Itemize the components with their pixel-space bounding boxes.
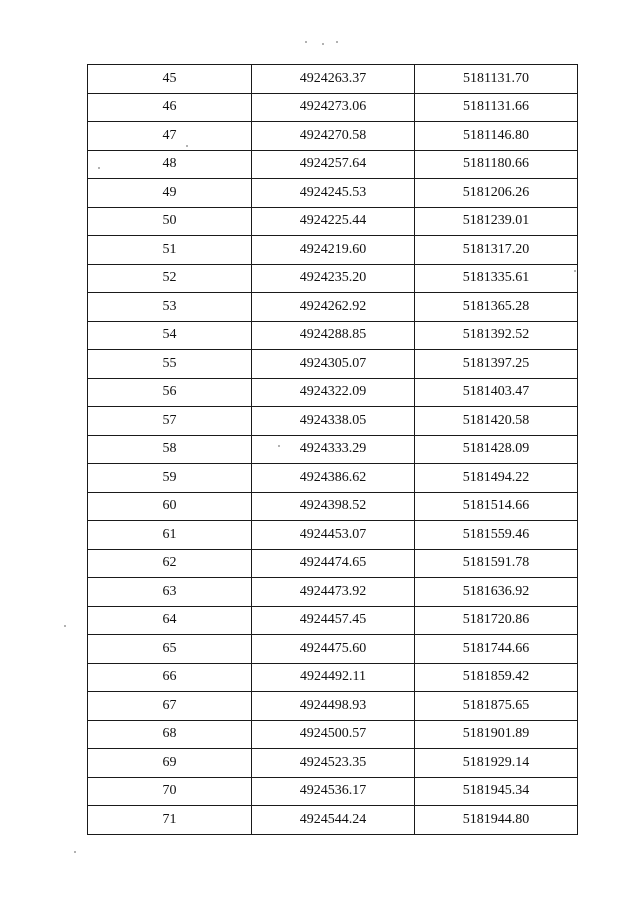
x-coordinate-cell: 4924305.07 bbox=[252, 350, 415, 379]
y-coordinate-cell: 5181392.52 bbox=[415, 321, 578, 350]
point-number-cell: 45 bbox=[88, 65, 252, 94]
x-coordinate-cell: 4924544.24 bbox=[252, 806, 415, 835]
point-number-cell: 47 bbox=[88, 122, 252, 151]
x-coordinate-cell: 4924398.52 bbox=[252, 492, 415, 521]
y-coordinate-cell: 5181559.46 bbox=[415, 521, 578, 550]
table-row bbox=[88, 236, 578, 265]
point-number-cell: 69 bbox=[88, 749, 252, 778]
point-number-cell: 65 bbox=[88, 635, 252, 664]
table-row bbox=[88, 663, 578, 692]
y-coordinate-cell: 5181514.66 bbox=[415, 492, 578, 521]
point-number-cell: 46 bbox=[88, 93, 252, 122]
table-row bbox=[88, 635, 578, 664]
x-coordinate-cell: 4924474.65 bbox=[252, 549, 415, 578]
table-row bbox=[88, 93, 578, 122]
y-coordinate-cell: 5181859.42 bbox=[415, 663, 578, 692]
point-number-cell: 57 bbox=[88, 407, 252, 436]
x-coordinate-cell: 4924500.57 bbox=[252, 720, 415, 749]
table-row bbox=[88, 521, 578, 550]
point-number-cell: 64 bbox=[88, 606, 252, 635]
table-row bbox=[88, 464, 578, 493]
scan-speck bbox=[574, 270, 576, 272]
x-coordinate-cell: 4924262.92 bbox=[252, 293, 415, 322]
point-number-cell: 66 bbox=[88, 663, 252, 692]
table-row bbox=[88, 806, 578, 835]
y-coordinate-cell: 5181494.22 bbox=[415, 464, 578, 493]
point-number-cell: 53 bbox=[88, 293, 252, 322]
coordinate-table bbox=[87, 64, 578, 835]
x-coordinate-cell: 4924235.20 bbox=[252, 264, 415, 293]
table-row bbox=[88, 293, 578, 322]
scan-speck bbox=[64, 625, 66, 627]
point-number-cell: 52 bbox=[88, 264, 252, 293]
point-number-cell: 56 bbox=[88, 378, 252, 407]
table-row bbox=[88, 777, 578, 806]
y-coordinate-cell: 5181945.34 bbox=[415, 777, 578, 806]
scan-speck bbox=[186, 145, 188, 147]
x-coordinate-cell: 4924338.05 bbox=[252, 407, 415, 436]
table-row bbox=[88, 378, 578, 407]
y-coordinate-cell: 5181901.89 bbox=[415, 720, 578, 749]
scan-speck bbox=[98, 167, 100, 169]
y-coordinate-cell: 5181335.61 bbox=[415, 264, 578, 293]
x-coordinate-cell: 4924473.92 bbox=[252, 578, 415, 607]
table-row bbox=[88, 179, 578, 208]
y-coordinate-cell: 5181636.92 bbox=[415, 578, 578, 607]
x-coordinate-cell: 4924270.58 bbox=[252, 122, 415, 151]
table-row bbox=[88, 122, 578, 151]
x-coordinate-cell: 4924453.07 bbox=[252, 521, 415, 550]
scan-speck bbox=[278, 445, 280, 447]
point-number-cell: 60 bbox=[88, 492, 252, 521]
point-number-cell: 51 bbox=[88, 236, 252, 265]
scan-speck bbox=[74, 851, 76, 853]
y-coordinate-cell: 5181428.09 bbox=[415, 435, 578, 464]
point-number-cell: 48 bbox=[88, 150, 252, 179]
x-coordinate-cell: 4924245.53 bbox=[252, 179, 415, 208]
x-coordinate-cell: 4924475.60 bbox=[252, 635, 415, 664]
x-coordinate-cell: 4924288.85 bbox=[252, 321, 415, 350]
table-row bbox=[88, 578, 578, 607]
point-number-cell: 62 bbox=[88, 549, 252, 578]
table-row bbox=[88, 264, 578, 293]
x-coordinate-cell: 4924457.45 bbox=[252, 606, 415, 635]
table-row bbox=[88, 720, 578, 749]
y-coordinate-cell: 5181403.47 bbox=[415, 378, 578, 407]
y-coordinate-cell: 5181944.80 bbox=[415, 806, 578, 835]
point-number-cell: 71 bbox=[88, 806, 252, 835]
point-number-cell: 58 bbox=[88, 435, 252, 464]
scan-speck bbox=[322, 43, 324, 45]
point-number-cell: 55 bbox=[88, 350, 252, 379]
table-row bbox=[88, 207, 578, 236]
x-coordinate-cell: 4924263.37 bbox=[252, 65, 415, 94]
point-number-cell: 68 bbox=[88, 720, 252, 749]
y-coordinate-cell: 5181397.25 bbox=[415, 350, 578, 379]
y-coordinate-cell: 5181365.28 bbox=[415, 293, 578, 322]
table-row bbox=[88, 150, 578, 179]
x-coordinate-cell: 4924322.09 bbox=[252, 378, 415, 407]
table-row bbox=[88, 321, 578, 350]
table-row bbox=[88, 692, 578, 721]
scan-speck bbox=[305, 41, 307, 43]
point-number-cell: 59 bbox=[88, 464, 252, 493]
table-row bbox=[88, 492, 578, 521]
y-coordinate-cell: 5181131.70 bbox=[415, 65, 578, 94]
x-coordinate-cell: 4924333.29 bbox=[252, 435, 415, 464]
y-coordinate-cell: 5181180.66 bbox=[415, 150, 578, 179]
table-row bbox=[88, 606, 578, 635]
x-coordinate-cell: 4924219.60 bbox=[252, 236, 415, 265]
table-row bbox=[88, 350, 578, 379]
y-coordinate-cell: 5181875.65 bbox=[415, 692, 578, 721]
y-coordinate-cell: 5181720.86 bbox=[415, 606, 578, 635]
table-row bbox=[88, 435, 578, 464]
y-coordinate-cell: 5181239.01 bbox=[415, 207, 578, 236]
y-coordinate-cell: 5181131.66 bbox=[415, 93, 578, 122]
point-number-cell: 67 bbox=[88, 692, 252, 721]
point-number-cell: 63 bbox=[88, 578, 252, 607]
y-coordinate-cell: 5181591.78 bbox=[415, 549, 578, 578]
table-row bbox=[88, 749, 578, 778]
x-coordinate-cell: 4924273.06 bbox=[252, 93, 415, 122]
y-coordinate-cell: 5181420.58 bbox=[415, 407, 578, 436]
point-number-cell: 49 bbox=[88, 179, 252, 208]
y-coordinate-cell: 5181146.80 bbox=[415, 122, 578, 151]
y-coordinate-cell: 5181206.26 bbox=[415, 179, 578, 208]
x-coordinate-cell: 4924536.17 bbox=[252, 777, 415, 806]
y-coordinate-cell: 5181744.66 bbox=[415, 635, 578, 664]
scan-speck bbox=[336, 41, 338, 43]
point-number-cell: 50 bbox=[88, 207, 252, 236]
y-coordinate-cell: 5181929.14 bbox=[415, 749, 578, 778]
point-number-cell: 54 bbox=[88, 321, 252, 350]
point-number-cell: 70 bbox=[88, 777, 252, 806]
x-coordinate-cell: 4924523.35 bbox=[252, 749, 415, 778]
x-coordinate-cell: 4924225.44 bbox=[252, 207, 415, 236]
table-row bbox=[88, 407, 578, 436]
x-coordinate-cell: 4924386.62 bbox=[252, 464, 415, 493]
x-coordinate-cell: 4924257.64 bbox=[252, 150, 415, 179]
table-row bbox=[88, 549, 578, 578]
point-number-cell: 61 bbox=[88, 521, 252, 550]
table-row bbox=[88, 65, 578, 94]
x-coordinate-cell: 4924492.11 bbox=[252, 663, 415, 692]
y-coordinate-cell: 5181317.20 bbox=[415, 236, 578, 265]
x-coordinate-cell: 4924498.93 bbox=[252, 692, 415, 721]
